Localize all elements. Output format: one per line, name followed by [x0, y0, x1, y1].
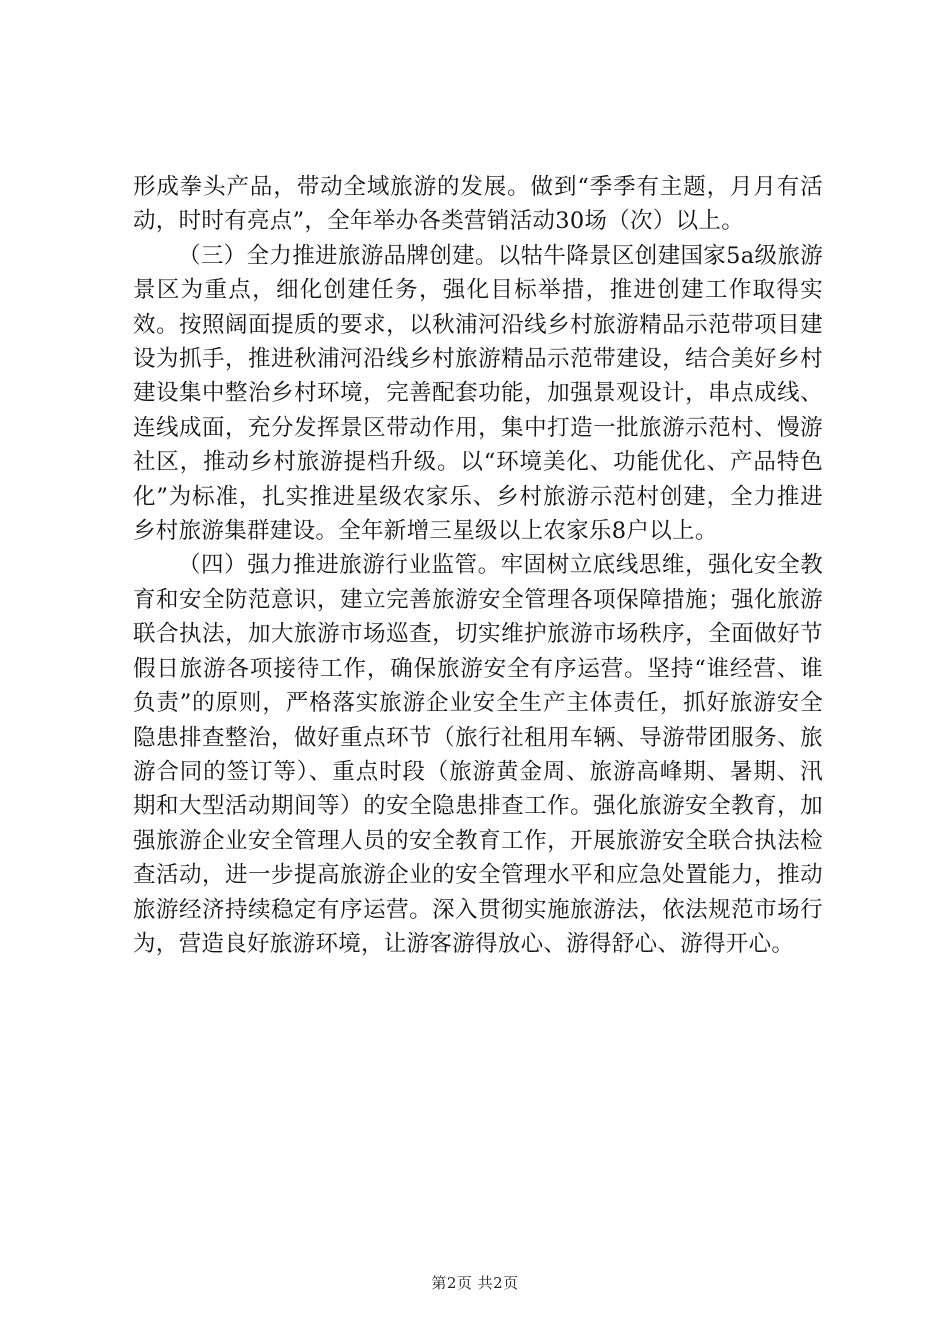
document-body: [133, 170, 823, 961]
page-footer: [0, 1273, 950, 1293]
page-number-label: 第2页 共2页: [431, 1274, 519, 1292]
paragraph-brand-building: （三）全力推进旅游品牌创建。以牯牛降景区创建国家5a级旅游景区为重点，细化创建任务，强化目标举措，推进创建工作取得实效。按照阔面提质的要求，以秋浦河沿线乡村旅游精品示范带项目建设为抓手，推进秋浦河沿线乡村旅游精品示范带建设，结合美好乡村建设集中整治乡村环境，完善配套功能，加强景观设计，串点成线、连线成面，充分发挥景区带动作用，集中打造一批旅游示范村、慢游社区，推动乡村旅游提档升级。以“环境美化、功能优化、产品特色化”为标准，扎实推进星级农家乐、乡村旅游示范村创建，全力推进乡村旅游集群建设。全年新增三星级以上农家乐8户以上。: [133, 242, 823, 545]
paragraph-industry-supervision: （四）强力推进旅游行业监管。牢固树立底线思维，强化安全教育和安全防范意识，建立完善旅游安全管理各项保障措施；强化旅游联合执法，加大旅游市场巡查，切实维护旅游市场秩序，全面做好节假日旅游各项接待工作，确保旅游安全有序运营。坚持“谁经营、谁负责”的原则，严格落实旅游企业安全生产主体责任，抓好旅游安全隐患排查整治，做好重点环节（旅行社租用车辆、导游带团服务、旅游合同的签订等）、重点时段（旅游黄金周、旅游高峰期、暑期、汛期和大型活动期间等）的安全隐患排查工作。强化旅游安全教育，加强旅游企业安全管理人员的安全教育工作，开展旅游安全联合执法检查活动，进一步提高旅游企业的安全管理水平和应急处置能力，推动旅游经济持续稳定有序运营。深入贯彻实施旅游法，依法规范市场行为，营造良好旅游环境，让游客游得放心、游得舒心、游得开心。: [133, 552, 823, 957]
paragraph-continuation: 形成拳头产品，带动全域旅游的发展。做到“季季有主题，月月有活动，时时有亮点”，全年举办各类营销活动30场（次）以上。: [133, 174, 823, 235]
